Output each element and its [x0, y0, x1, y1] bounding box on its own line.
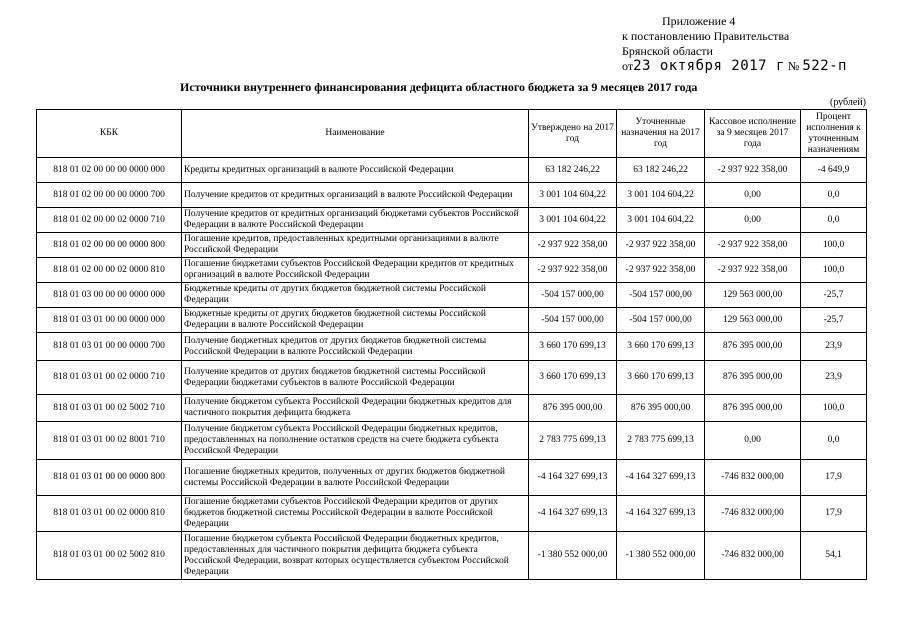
table-row: [37, 258, 867, 283]
cell-approved: -1 380 552 000,00: [529, 532, 617, 580]
cell-approved: 3 001 104 604,22: [529, 183, 617, 208]
cell-cash: 876 395 000,00: [705, 395, 801, 422]
date-prefix: от: [622, 59, 634, 73]
table-row: [37, 460, 867, 496]
cell-percent: 0,0: [801, 183, 867, 208]
table-row: [37, 422, 867, 460]
cell-percent: 54,1: [801, 532, 867, 580]
cell-refined: 3 001 104 604,22: [617, 208, 705, 233]
table-row: [37, 333, 867, 361]
cell-cash: 129 563 000,00: [705, 283, 801, 308]
cell-approved: 63 182 246,22: [529, 158, 617, 183]
appendix-number: Приложение 4: [662, 14, 736, 28]
cell-cash: 0,00: [705, 208, 801, 233]
cell-kbk: 818 01 03 01 00 02 0000 810: [37, 496, 182, 532]
cell-refined: 3 001 104 604,22: [617, 183, 705, 208]
cell-refined: 2 783 775 699,13: [617, 422, 705, 460]
cell-kbk: 818 01 02 00 00 02 0000 710: [37, 208, 182, 233]
cell-kbk: 818 01 03 01 00 02 8001 710: [37, 422, 182, 460]
cell-refined: 876 395 000,00: [617, 395, 705, 422]
handwritten-date: 23 октября 2017 г: [633, 58, 785, 74]
cell-refined: 63 182 246,22: [617, 158, 705, 183]
cell-kbk: 818 01 02 00 00 02 0000 810: [37, 258, 182, 283]
cell-percent: 23,9: [801, 361, 867, 395]
cell-name: Бюджетные кредиты от других бюджетов бюджетной системы Российской Федерации в валюте Российской Федерации: [182, 308, 529, 333]
table-row: [37, 395, 867, 422]
cell-cash: 876 395 000,00: [705, 333, 801, 361]
cell-refined: -4 164 327 699,13: [617, 496, 705, 532]
cell-cash: 129 563 000,00: [705, 308, 801, 333]
table-row: [37, 361, 867, 395]
header-cash: Кассовое исполнение за 9 месяцев 2017 года: [705, 110, 801, 158]
cell-approved: 3 660 170 699,13: [529, 361, 617, 395]
cell-percent: 0,0: [801, 208, 867, 233]
cell-name: Получение кредитов от кредитных организаций бюджетами субъектов Российской Федерации в валюте Российской Федерации: [182, 208, 529, 233]
cell-kbk: 818 01 03 01 00 00 0000 800: [37, 460, 182, 496]
cell-cash: -746 832 000,00: [705, 460, 801, 496]
cell-percent: 100,0: [801, 395, 867, 422]
financing-table: [36, 109, 867, 580]
cell-percent: 0,0: [801, 422, 867, 460]
cell-refined: 3 660 170 699,13: [617, 361, 705, 395]
cell-approved: 3 660 170 699,13: [529, 333, 617, 361]
cell-cash: 0,00: [705, 183, 801, 208]
table-row: [37, 183, 867, 208]
cell-kbk: 818 01 03 00 00 00 0000 000: [37, 283, 182, 308]
cell-percent: 100,0: [801, 258, 867, 283]
cell-cash: -746 832 000,00: [705, 496, 801, 532]
cell-kbk: 818 01 02 00 00 00 0000 700: [37, 183, 182, 208]
cell-name: Погашение бюджетами субъектов Российской Федерации кредитов от других бюджетов бюджетной системы Российской Федерации в валюте Российской Федерации: [182, 496, 529, 532]
cell-refined: -504 157 000,00: [617, 308, 705, 333]
cell-kbk: 818 01 03 01 00 02 0000 710: [37, 361, 182, 395]
cell-approved: 876 395 000,00: [529, 395, 617, 422]
cell-approved: -4 164 327 699,13: [529, 460, 617, 496]
header-kbk: КБК: [37, 110, 182, 158]
cell-approved: -504 157 000,00: [529, 308, 617, 333]
cell-approved: -4 164 327 699,13: [529, 496, 617, 532]
cell-approved: 3 001 104 604,22: [529, 208, 617, 233]
cell-name: Бюджетные кредиты от других бюджетов бюджетной системы Российской Федерации: [182, 283, 529, 308]
cell-percent: 17,9: [801, 496, 867, 532]
cell-refined: -1 380 552 000,00: [617, 532, 705, 580]
cell-cash: -2 937 922 358,00: [705, 158, 801, 183]
header-refined: Уточненные назначения на 2017 год: [617, 110, 705, 158]
cell-kbk: 818 01 03 01 00 02 5002 710: [37, 395, 182, 422]
cell-name: Погашение кредитов, предоставленных кредитными организациями в валюте Российской Федерации: [182, 233, 529, 258]
header-percent: Процент исполнения к уточненным назначениям: [801, 110, 867, 158]
cell-refined: -4 164 327 699,13: [617, 460, 705, 496]
cell-percent: 100,0: [801, 233, 867, 258]
cell-kbk: 818 01 03 01 00 00 0000 000: [37, 308, 182, 333]
table-row: [37, 208, 867, 233]
appendix-region: Брянской области: [622, 44, 713, 58]
table-row: [37, 308, 867, 333]
cell-cash: 0,00: [705, 422, 801, 460]
document-title: Источники внутреннего финансирования дефицита областного бюджета за 9 месяцев 2017 года: [180, 80, 698, 94]
cell-name: Получение кредитов от других бюджетов бюджетной системы Российской Федерации бюджетами субъектов в валюте Российской Федерации: [182, 361, 529, 395]
number-prefix: №: [787, 59, 800, 73]
table-row: [37, 158, 867, 183]
cell-percent: -25,7: [801, 283, 867, 308]
cell-kbk: 818 01 03 01 00 02 5002 810: [37, 532, 182, 580]
table-row: [37, 532, 867, 580]
cell-name: Погашение бюджетами субъектов Российской Федерации кредитов от кредитных организаций в валюте Российской Федерации: [182, 258, 529, 283]
cell-kbk: 818 01 02 00 00 00 0000 000: [37, 158, 182, 183]
cell-name: Погашение бюджетных кредитов, полученных от других бюджетов бюджетной системы Российской Федерации в валюте Российской Федерации: [182, 460, 529, 496]
cell-name: Получение бюджетом субъекта Российской Федерации бюджетных кредитов для частичного покрытия дефицита бюджета: [182, 395, 529, 422]
cell-percent: -4 649,9: [801, 158, 867, 183]
cell-name: Получение кредитов от кредитных организаций в валюте Российской Федерации: [182, 183, 529, 208]
cell-refined: -2 937 922 358,00: [617, 233, 705, 258]
cell-refined: -2 937 922 358,00: [617, 258, 705, 283]
appendix-header: [622, 14, 847, 74]
cell-approved: 2 783 775 699,13: [529, 422, 617, 460]
appendix-decree: к постановлению Правительства: [622, 29, 790, 43]
cell-approved: -2 937 922 358,00: [529, 258, 617, 283]
cell-percent: 23,9: [801, 333, 867, 361]
header-name: Наименование: [182, 110, 529, 158]
table-row: [37, 283, 867, 308]
units-label: (рублей): [829, 97, 866, 108]
cell-name: Получение бюджетом субъекта Российской Федерации бюджетных кредитов, предоставленных на пополнение остатков средств на счете бюджета субъекта Российской Федерации: [182, 422, 529, 460]
cell-name: Получение бюджетных кредитов от других бюджетов бюджетной системы Российской Федерации в валюте Российской Федерации: [182, 333, 529, 361]
cell-refined: 3 660 170 699,13: [617, 333, 705, 361]
header-approved: Утверждено на 2017 год: [529, 110, 617, 158]
cell-refined: -504 157 000,00: [617, 283, 705, 308]
cell-name: Кредиты кредитных организаций в валюте Российской Федерации: [182, 158, 529, 183]
cell-kbk: 818 01 03 01 00 00 0000 700: [37, 333, 182, 361]
handwritten-number: 522-п: [802, 58, 847, 74]
cell-percent: 17,9: [801, 460, 867, 496]
cell-approved: -504 157 000,00: [529, 283, 617, 308]
cell-cash: -2 937 922 358,00: [705, 258, 801, 283]
table-row: [37, 233, 867, 258]
cell-cash: -2 937 922 358,00: [705, 233, 801, 258]
appendix-date-line: [622, 59, 847, 74]
cell-cash: -746 832 000,00: [705, 532, 801, 580]
cell-cash: 876 395 000,00: [705, 361, 801, 395]
cell-approved: -2 937 922 358,00: [529, 233, 617, 258]
cell-percent: -25,7: [801, 308, 867, 333]
table-header-row: [37, 110, 867, 158]
table-row: [37, 496, 867, 532]
cell-name: Погашение бюджетом субъекта Российской Федерации бюджетных кредитов, предоставленных для частичного покрытия дефицита бюджета субъекта Российской Федерации, возврат которых осуществляется субъектом Российской Федерации: [182, 532, 529, 580]
cell-kbk: 818 01 02 00 00 00 0000 800: [37, 233, 182, 258]
